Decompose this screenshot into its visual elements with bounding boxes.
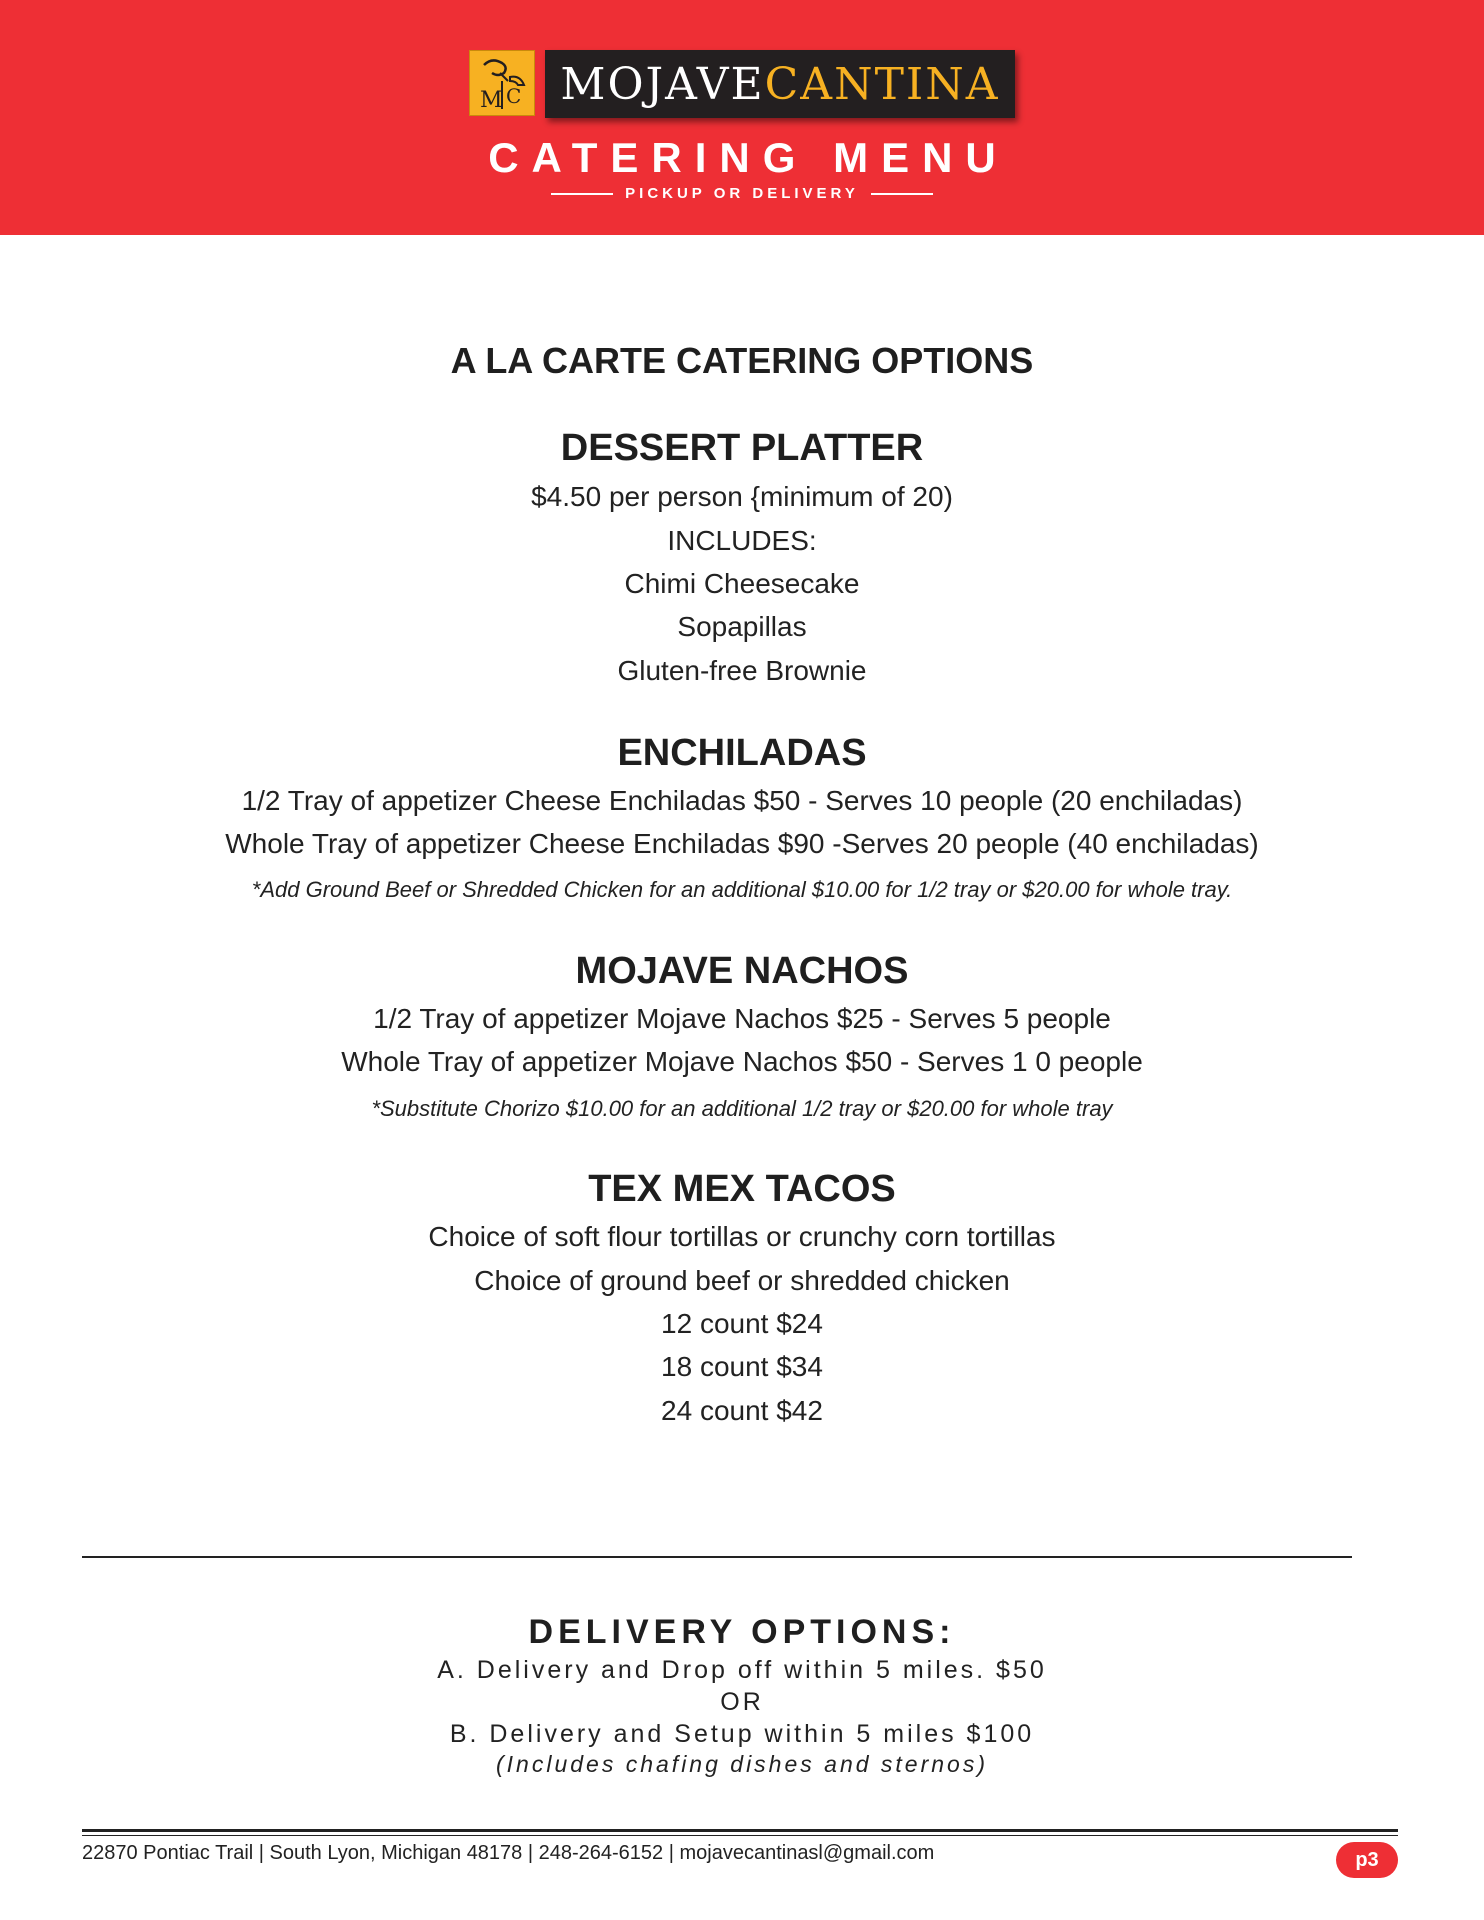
dessert-item: Gluten-free Brownie <box>617 655 867 686</box>
header-banner <box>0 0 1484 235</box>
tacos-line: 18 count $34 <box>661 1351 823 1382</box>
nachos-title: MOJAVE NACHOS <box>575 950 909 992</box>
delivery-option-a: A. Delivery and Drop off within 5 miles. $50 <box>437 1656 1047 1684</box>
enchiladas-line: Whole Tray of appetizer Cheese Enchiladas $90 -Serves 20 people (40 enchiladas) <box>225 828 1259 859</box>
enchiladas-title: ENCHILADAS <box>617 732 867 774</box>
tacos-line: 24 count $42 <box>661 1395 823 1426</box>
logo-word-cantina: CANTINA <box>764 58 1000 110</box>
nachos-line: 1/2 Tray of appetizer Mojave Nachos $25 - Serves 5 people <box>373 1003 1111 1034</box>
delivery-title: DELIVERY OPTIONS: <box>528 1613 956 1651</box>
nachos-note: *Substitute Chorizo $10.00 for an additional 1/2 tray or $20.00 for whole tray <box>371 1096 1113 1121</box>
tacos-line: 12 count $24 <box>661 1308 823 1339</box>
dessert-item: Sopapillas <box>677 611 807 642</box>
logo-wordmark <box>545 50 1015 118</box>
nachos-line: Whole Tray of appetizer Mojave Nachos $50 - Serves 1 0 people <box>341 1046 1143 1077</box>
dessert-price: $4.50 per person {minimum of 20) <box>531 481 953 512</box>
page-number-badge: p3 <box>1336 1842 1398 1878</box>
subtitle-rule-left <box>551 193 613 195</box>
tacos-line: Choice of ground beef or shredded chicken <box>474 1265 1010 1296</box>
page-title: CATERING MENU <box>488 134 1009 181</box>
svg-text:C: C <box>506 84 522 108</box>
delivery-note: (Includes chafing dishes and sternos) <box>496 1751 988 1777</box>
delivery-option-b: B. Delivery and Setup within 5 miles $100 <box>449 1720 1035 1748</box>
dessert-title: DESSERT PLATTER <box>560 427 924 469</box>
tacos-title: TEX MEX TACOS <box>588 1168 896 1210</box>
tacos-line: Choice of soft flour tortillas or crunchy corn tortillas <box>428 1221 1056 1252</box>
logo-word-mojave: MOJAVE <box>560 58 765 110</box>
section-divider <box>82 1556 1352 1558</box>
section-heading: A LA CARTE CATERING OPTIONS <box>450 340 1034 381</box>
delivery-or: OR <box>720 1688 764 1716</box>
enchiladas-line: 1/2 Tray of appetizer Cheese Enchiladas $50 - Serves 10 people (20 enchiladas) <box>241 785 1243 816</box>
dessert-includes-label: INCLUDES: <box>667 525 817 556</box>
logo-monogram-icon <box>469 50 535 116</box>
page-subtitle <box>0 185 1484 202</box>
footer-rule <box>82 1835 1398 1836</box>
dessert-item: Chimi Cheesecake <box>624 568 860 599</box>
brand-logo <box>469 50 1015 120</box>
footer-contact: 22870 Pontiac Trail | South Lyon, Michigan 48178 | 248-264-6152 | mojavecantinasl@gmail.com <box>82 1842 935 1864</box>
svg-text:M: M <box>480 88 503 113</box>
subtitle-rule-right <box>871 193 933 195</box>
enchiladas-note: *Add Ground Beef or Shredded Chicken for an additional $10.00 for 1/2 tray or $20.00 for whole tray. <box>251 877 1233 902</box>
footer-rule <box>82 1829 1398 1832</box>
subtitle-text: PICKUP OR DELIVERY <box>625 185 859 202</box>
